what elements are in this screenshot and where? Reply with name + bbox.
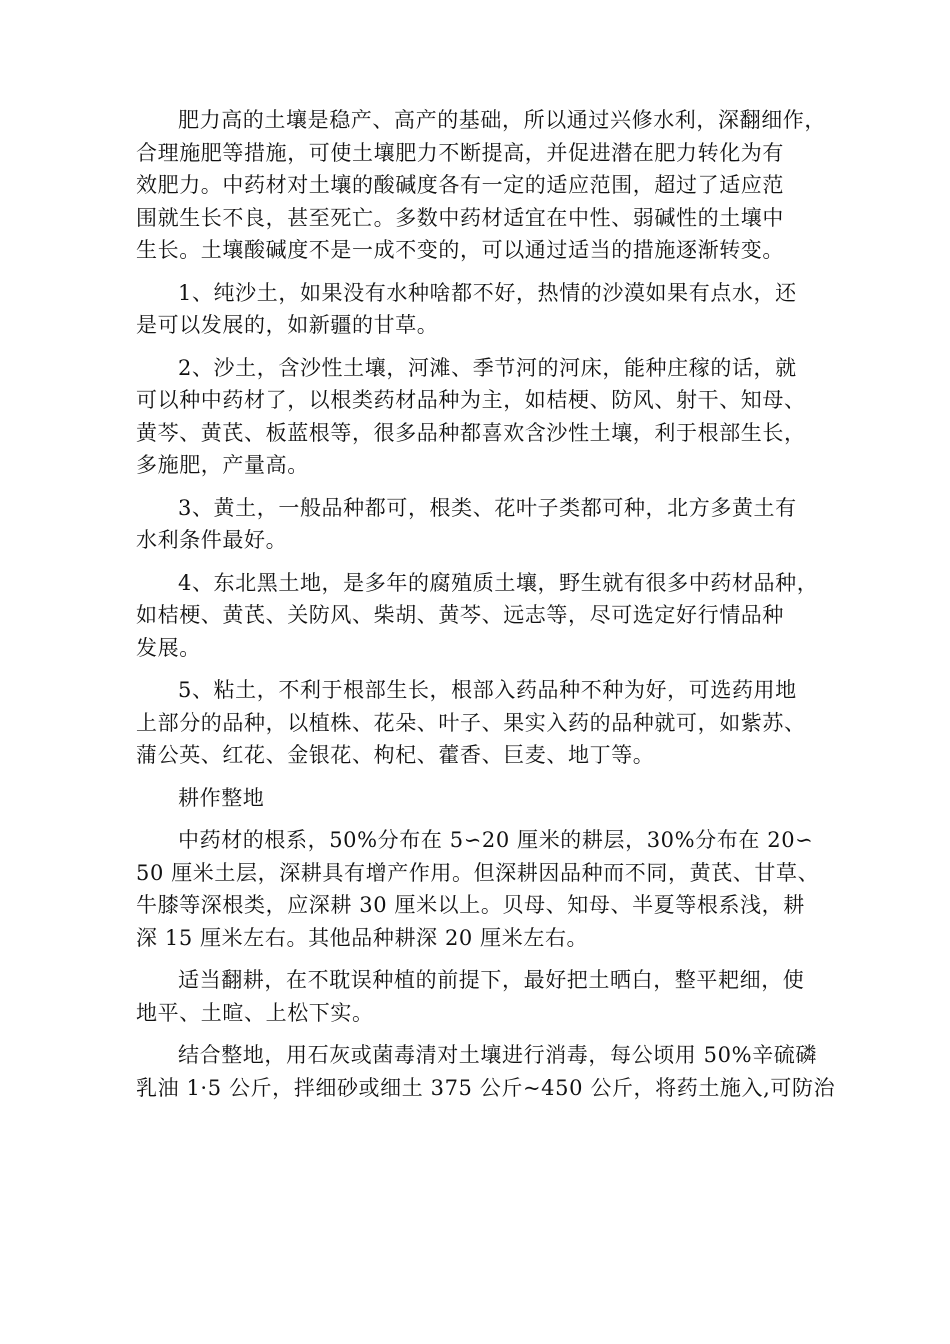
text-line: 中药材的根系，50%分布在 5∽20 厘米的耕层，30%分布在 20∽ [178, 828, 814, 852]
text-line: 蒲公英、红花、金银花、枸杞、藿香、巨麦、地丁等。 [136, 743, 655, 767]
paragraph [136, 352, 826, 482]
text-line: 耕作整地 [178, 785, 265, 810]
text-line: 地平、土暄、上松下实。 [136, 1000, 374, 1025]
document-body [136, 104, 836, 1114]
text-line: 发展。 [136, 635, 201, 660]
text-line: 水利条件最好。 [136, 528, 288, 552]
text-line: 上部分的品种，以植株、花朵、叶子、果实入药的品种就可，如紫苏、 [136, 710, 806, 735]
text-line: 生长。土壤酸碱度不是一成不变的，可以通过适当的措施逐渐转变。 [136, 238, 784, 262]
paragraph [136, 964, 826, 1029]
paragraph [136, 104, 826, 267]
text-line: 50 厘米土层，深耕具有增产作用。但深耕因品种而不同，黄芪、甘草、 [136, 860, 820, 885]
text-line: 结合整地，用石灰或菌毒清对土壤进行消毒，每公顷用 50%辛硫磷 [178, 1043, 817, 1067]
text-line: 2、沙土，含沙性土壤，河滩、季节河的河床，能种庄稼的话，就 [178, 355, 797, 380]
text-line: 肥力高的土壤是稳产、高产的基础，所以通过兴修水利，深翻细作， [178, 108, 826, 132]
text-line: 牛膝等深根类，应深耕 30 厘米以上。贝母、知母、半夏等根系浅，耕 [136, 893, 805, 917]
text-line: 深 15 厘米左右。其他品种耕深 20 厘米左右。 [136, 925, 589, 950]
text-line: 乳油 1·5 公斤，拌细砂或细土 375 公斤~450 公斤，将药土施入,可防治 [136, 1075, 836, 1100]
paragraph [136, 1039, 836, 1104]
text-line: 黄芩、黄芪、板蓝根等，很多品种都喜欢含沙性土壤，利于根部生长， [136, 420, 806, 445]
paragraph [136, 492, 826, 557]
paragraph [136, 277, 826, 342]
text-line: 效肥力。中药材对土壤的酸碱度各有一定的适应范围，超过了适应范 [136, 173, 784, 197]
text-line: 围就生长不良，甚至死亡。多数中药材适宜在中性、弱碱性的土壤中 [136, 205, 784, 230]
text-line: 可以种中药材了，以根类药材品种为主，如桔梗、防风、射干、知母、 [136, 388, 806, 412]
paragraph [136, 674, 826, 772]
text-line: 适当翻耕，在不耽误种植的前提下，最好把土晒白，整平耙细，使 [178, 968, 805, 992]
text-line: 4、东北黑土地，是多年的腐殖质土壤，野生就有很多中药材品种， [178, 570, 819, 595]
paragraph [136, 782, 826, 815]
text-line: 合理施肥等措施，可使土壤肥力不断提高，并促进潜在肥力转化为有 [136, 140, 784, 165]
text-line: 1、纯沙土，如果没有水种啥都不好，热情的沙漠如果有点水，还 [178, 280, 797, 305]
paragraph [136, 567, 826, 665]
text-line: 如桔梗、黄芪、关防风、柴胡、黄芩、远志等，尽可选定好行情品种 [136, 603, 784, 627]
text-line: 3、黄土，一般品种都可，根类、花叶子类都可种，北方多黄土有 [178, 495, 797, 520]
text-line: 多施肥，产量高。 [136, 453, 309, 477]
text-line: 5、粘土，不利于根部生长，根部入药品种不种为好，可选药用地 [178, 678, 797, 702]
paragraph [136, 824, 826, 954]
text-line: 是可以发展的，如新疆的甘草。 [136, 313, 439, 337]
